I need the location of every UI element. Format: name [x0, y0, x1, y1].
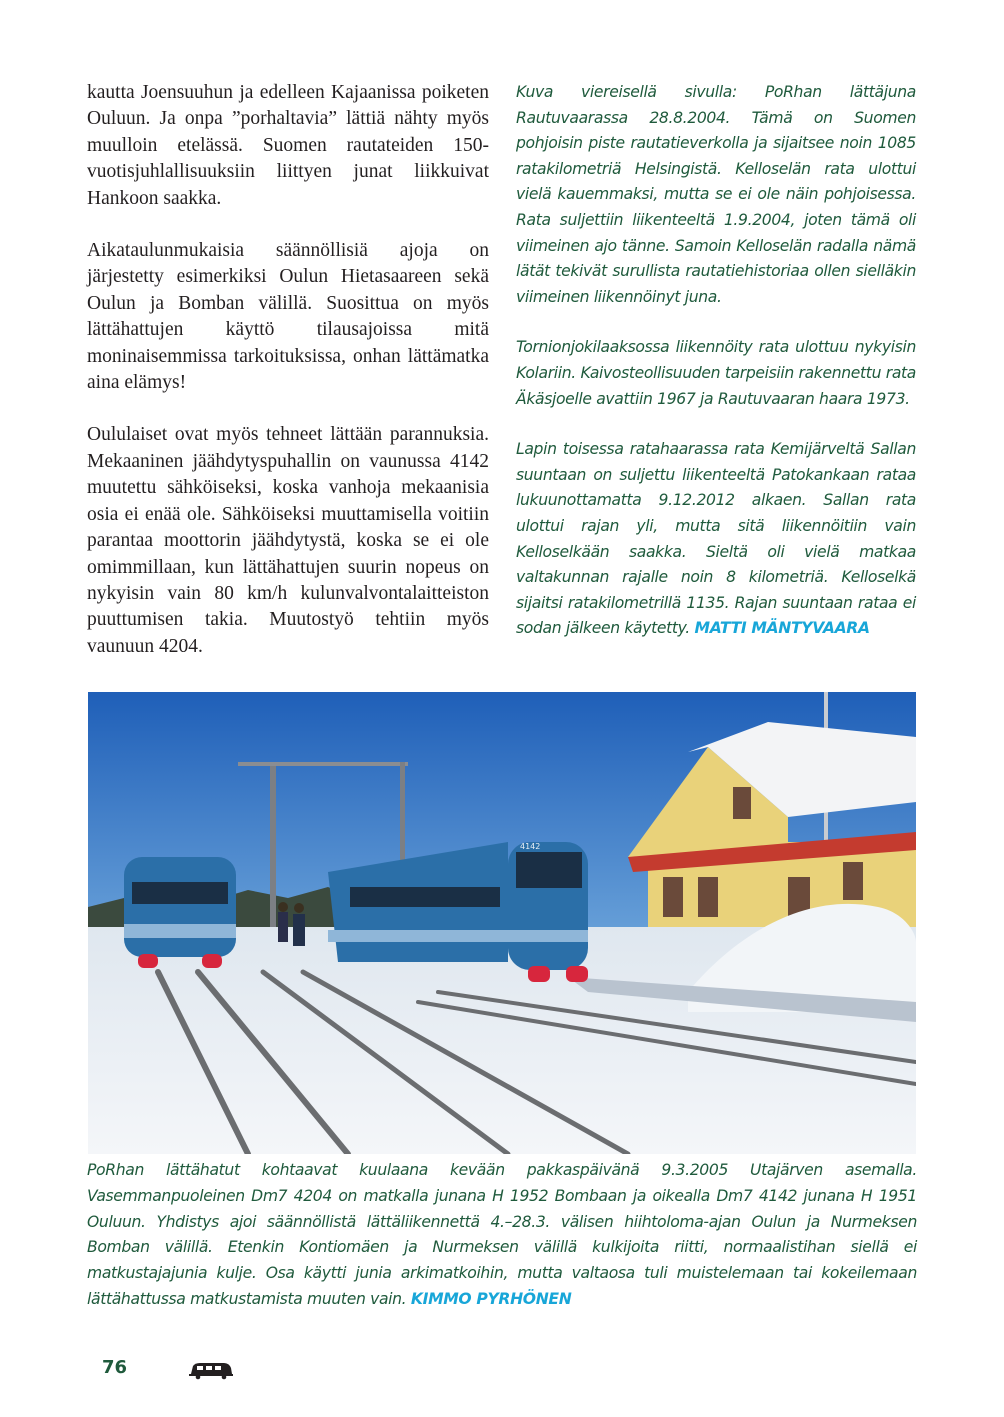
page-number: 76: [102, 1357, 128, 1378]
photo-credit-kimmo: KIMMO PYRHÖNEN: [410, 1289, 572, 1308]
car-number: 4142: [520, 842, 541, 851]
railcar-icon: [188, 1360, 234, 1380]
caption-text: PoRhan lättähatut kohtaavat kuulaana kevään pakkaspäivänä 9.3.2005 Utajärven asemalla. Vasemmanpuoleinen Dm7 4204 on matkalla junana H 1952 Bombaan ja oikealla Dm7 4142 junana H 1951 Ouluun. Yhdistys ajoi säännöllistä lättäliikennettä 4.–28.3. välisen hiihtoloma-ajan Oulun ja Nurmeksen Bomban välillä. Etenkin Kontiomäen ja Nurmeksen välillä kulkijoita riitti, normaalistihan siellä ei matkustajajunia kulje. Osa käytti junia arkimatkoihin, mutta valtaosa tuli muistelemaan tai kokeilemaan lättähattussa matkustamista muuten vain.: [87, 1161, 917, 1308]
right-paragraph-1: Kuva viereisellä sivulla: PoRhan lättäjuna Rautuvaarassa 28.8.2004. Tämä on Suomen pohjoisin piste rautatieverkolla ja sijaitsee noin 1085 ratakilometriä Helsingistä. Kelloselän rata ulottui vielä kauemmaksi, mutta se ei ole näin pohjoisessa. Rata suljettiin liikenteeltä 1.9.2004, joten tämä oli viimeinen ajo tänne. Samoin Kelloselän radalla nämä lätät tekivät surullista rautatiehistoriaa ollen sielläkin viimeinen liikennöinyt juna.: [516, 83, 916, 306]
catenary-beam: [238, 762, 408, 766]
right-paragraph-3: [516, 437, 916, 642]
left-railcar: [124, 857, 236, 968]
photo-credit-matti: MATTI MÄNTYVAARA: [694, 619, 870, 638]
left-paragraph-2: Aikataulunmukaisia säännöllisiä ajoja on järjestetty esimerkiksi Oulun Hietasaareen sekä Oulun ja Bomban välillä. Suosittua on myös lättähattujen käyttö tilausajoissa mitä moninaisemmissa tarkoituksissa, onhan lättämatka aina elämys!: [87, 240, 489, 394]
train-photo: [88, 692, 916, 1154]
left-text-column: [87, 80, 489, 686]
left-paragraph-3: Oululaiset ovat myös tehneet lättään parannuksia. Mekaaninen jäähdytyspuhallin on vaunussa 4142 muutettu sähköiseksi, koska vanhoja mekaanisia osia ei enää ole. Sähköiseksi muuttamisella voitiin parantaa moottorin jäähdytystä, koska se ei ole omimmillaan, kun lättähattujen suurin nopeus on nykyisin vain 80 km/h kulunvalvontalaitteiston puuttumisen takia. Muutostyö tehtiin myös vaunuun 4204.: [87, 424, 489, 657]
catenary-pole: [270, 762, 276, 942]
left-paragraph-1: kautta Joensuuhun ja edelleen Kajaanissa poiketen Ouluun. Ja onpa ”porhaltavia” lättiä nähty myös muulloin etelässä. Suomen rautateiden 150-vuotisjuhlallisuuksiin liittyen junat liikkuivat Hankoon saakka.: [87, 82, 489, 209]
photo-caption: [87, 1158, 917, 1313]
right-text-column: [516, 80, 916, 667]
right-paragraph-2: Tornionjokilaaksossa liikennöity rata ulottuu nykyisin Kolariin. Kaivosteollisuuden tarpeisiin rakennettu rata Äkäsjoelle avattiin 1967 ja Rautuvaaran haara 1973.: [516, 338, 916, 408]
right-paragraph-3-text: Lapin toisessa ratahaarassa rata Kemijärveltä Sallan suuntaan on suljettu liikenteeltä Patokankaan rataa lukuunottamatta 9.12.2012 alkaen. Sallan rata ulottui rajan yli, mutta sitä liikennöitiin vain Kelloselkään saakka. Sieltä oli vielä matkaa valtakunnan rajalle noin 8 kilometriä. Kelloselkä sijaitsi ratakilometrillä 1135. Rajan suuntaan rataa ei sodan jälkeen käytetty.: [516, 440, 916, 638]
